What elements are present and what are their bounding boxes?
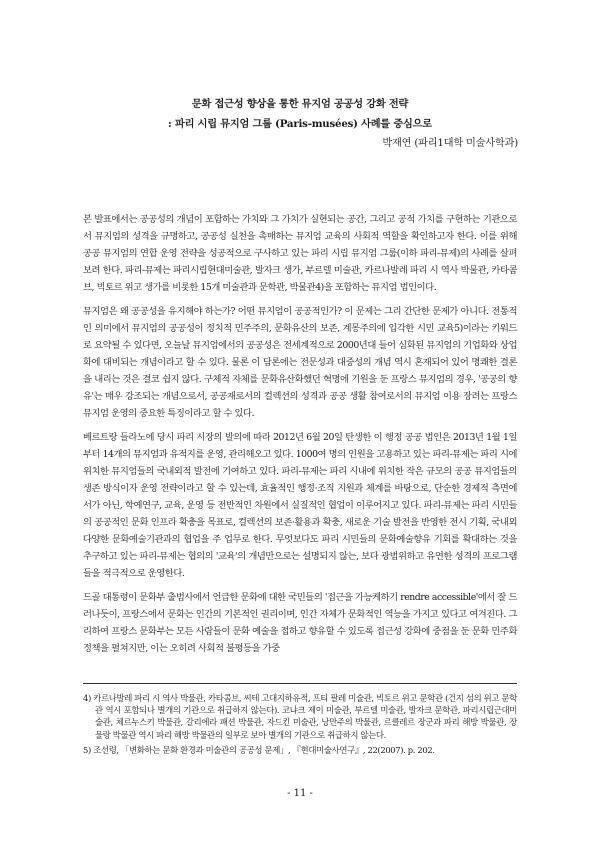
body-text: [83, 211, 517, 664]
paragraph-1: 본 발표에서는 공공성의 개념이 포함하는 가치와 그 가치가 실현되는 공간, 그리고 공적 가치를 구현하는 기관으로서 뮤지엄의 성격을 규명하고, 공공성 실천을 촉매하는 뮤지엄 교육의 사회적 역할을 확인하고자 한다. 이를 위해 공공 뮤지엄의 연합 운영 전략을 성공적으로 구사하고 있는 파리 시립 뮤지엄 그룹(이하 파리-뮤제)의 사례를 살펴보려 한다. 파리-뮤제는 파리시립현대미술관, 발자크 생가, 부르델 미술관, 카르나발레 파리 시 역사 박물관, 카타콤브, 빅토르 위고 생가를 비롯한 15개 미술관과 문학관, 박물관4)을 포함하는 뮤지엄 법인이다.: [83, 214, 517, 293]
paragraph-2: 뮤지엄은 왜 공공성을 유지해야 하는가? 어떤 뮤지엄이 공공적인가? 이 문제는 그리 간단한 문제가 아니다. 전통적인 의미에서 뮤지엄의 공공성이 정치적 민주주의, 문화유산의 보존, 계몽주의에 입각한 시민 교육5)이라는 키워드로 요약될 수 있다면, 오늘날 뮤지엄에서의 공공성은 전세계적으로 2000년대 들어 심화된 뮤지엄의 기업화와 상업화에 대비되는 개념이라고 할 수 있다. 물론 이 담론에는 전문성과 대중성의 개념 역시 혼재되어 있어 명쾌한 결론을 내리는 것은 결코 쉽지 않다. 구체적 자체를 문화유산화했던 혁명에 기원을 둔 프랑스 뮤지엄의 경우, '공공의 향유'는 매우 강조되는 개념으로서, 공공재로서의 컬렉션의 성격과 공공 생활 참여로서의 뮤지엄 이용 장려는 프랑스 뮤지엄 운영의 중요한 특징이라고 할 수 있다.: [83, 306, 517, 419]
document-title: 문화 접근성 향상을 통한 뮤지엄 공공성 강화 전략: [191, 98, 409, 110]
author-line: 박재연 (파리1대학 미술사학과): [382, 138, 518, 149]
paragraph-3: 베르트랑 들라노에 당시 파리 시장의 발의에 따라 2012년 6월 20일 탄생한 이 행정 공공 법인은 2013년 1월 1일부터 14개의 뮤지엄과 유적지를 운영, 관리해오고 있다. 1000여 명의 인원을 고용하고 있는 파리-뮤제는 파리 시에 위치한 뮤지엄들의 국내외적 발전에 기여하고 있다. 파리-뮤제는 파리 시내에 위치한 작은 규모의 공공 뮤지엄들의 생존 방식이자 운영 전략이라고 할 수 있는데, 효율적인 행정·조직 지원과 체계를 바탕으로, 단순한 경제적 측면에서가 아닌, 학예연구, 교육, 운영 등 전반적인 차원에서 실질적인 협업이 이루어지고 있다. 파리-뮤제는 파리 시민들의 공공적인 문화 인프라 확충을 목표로, 컬렉션의 보존·활용과 확충, 새로운 기술 발전을 반영한 전시 기획, 국내외 다양한 문화예술기관과의 협업을 주 업무로 한다. 무엇보다도 파리 시민들의 문화예술향유 기회를 확대하는 것을 추구하고 있는 파리-뮤제는 협의의 '교육'의 개념만으로는 설명되지 않는, 보다 광범위하고 유연한 성격의 프로그램들을 적극적으로 운영한다.: [83, 432, 517, 579]
footnote-5: 5) 조선령, 「변화하는 문화 환경과 미술관의 공공성 문제」, 『현대미술사연구』, 22(2007). p. 202.: [83, 744, 435, 755]
document-subtitle: : 파리 시립 뮤지엄 그룹 (Paris-musées) 사례를 중심으로: [168, 118, 432, 130]
page-number: - 11 -: [287, 788, 313, 799]
footnote-4: 4) 카르나발레 파리 시 역사 박물관, 카타콤브, 씨테 고대지하유적, 프티 팔레 미술관, 빅토르 위고 문학관 (건지 섬의 위고 문학관 역시 포함되나 별개의 기관으로 취급하지 않는다). 코냐크 제이 미술관, 부르델 미술관, 발자크 문학관, 파리시립근대미술관, 체르누스키 박물관, 갈리에라 패션 박물관, 자드킨 미술관, 낭만주의 박물관, 르클레르 장군과 파리 해방 박물관, 장 물랑 박물관 역시 파리 해방 박물관의 일부로 보아 별개의 기관으로 취급하지 않는다.: [83, 693, 517, 740]
paragraph-4: 드골 대통령이 문화부 출범사에서 언급한 문화에 대한 국민들의 '접근을 가능케하기 rendre accessible'에서 잘 드러나듯이, 프랑스에서 문화는 인간의 기본적인 권리이며, 인간 자체가 문화적인 역능을 가지고 있다고 여겨진다. 그리하여 프랑스 문화부는 모든 사람들이 문화 예술을 접하고 향유할 수 있도록 접근성 강화에 중점을 둔 문화 민주화 정책을 펼쳐지만, 이는 오히려 사회적 불평등을 가중: [83, 592, 517, 654]
footnotes: [83, 683, 517, 759]
